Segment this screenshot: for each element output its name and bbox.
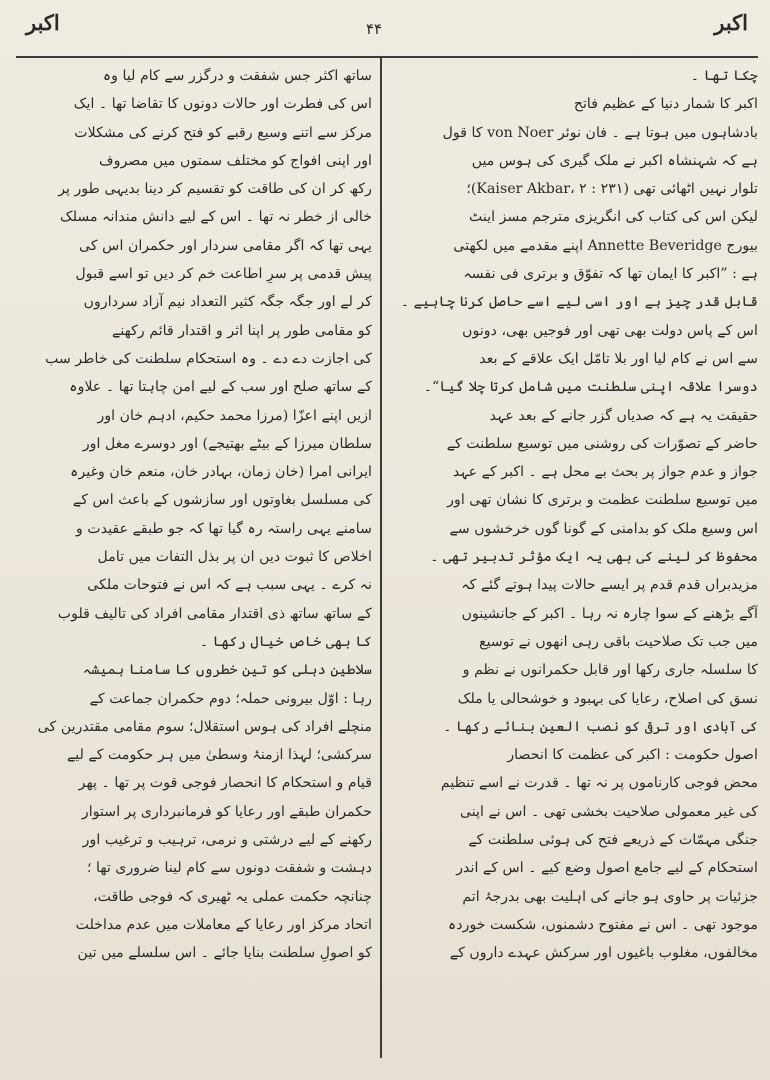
text-line: محض فوجی کارناموں پر نہ تھا ۔ قدرت نے اسے تنظیم xyxy=(440,775,758,792)
text-line: سرکشی؛ لہذا ازمنۂ وسطیٰ میں ہر حکومت کے لیے xyxy=(66,747,372,764)
text-line: لیکن اس کی کتاب کی انگریزی مترجم مسز اینٹ xyxy=(469,209,758,226)
text-line: ساتھ اکثر جس شفقت و درگزر سے کام لیا وہ xyxy=(102,68,372,84)
left-column xyxy=(12,62,372,1067)
right-column xyxy=(390,62,758,1067)
text-line: چکا تھا ۔ xyxy=(690,68,758,84)
text-line: مخالفوں، مغلوب باغیوں اور سرکش عہدے داروں کے xyxy=(449,945,758,962)
text-line: اس کے پاس دولت بھی تھی اور فوجیں بھی، دونوں xyxy=(462,322,758,339)
text-line: سے اس نے کام لیا اور بلا تامّل ایک علاقے کے بعد xyxy=(479,350,758,367)
text-line: قیام و استحکام کا انحصار فوجی قوت پر تھا ۔ پھر xyxy=(78,775,372,792)
text-line: استحکام کے لیے جامع اصول وضع کیے ۔ اس کے اندر xyxy=(456,860,758,877)
text-line: ایرانی امرا (خان زمان، بہادر خان، منعم خان وغیرہ xyxy=(70,464,372,481)
text-line: آگے بڑھنے کے سوا چارہ نہ رہا ۔ اکبر کے جانشینوں xyxy=(461,605,758,622)
text-line: رکھ کر ان کی طاقت کو تقسیم کر دینا بدیہی طور پر xyxy=(58,181,372,198)
text-line: جنگی مہمّات کے ذریعے فتح کی ہوئی سلطنت کے xyxy=(468,832,758,849)
text-line: مرکز سے اتنے وسیع رقبے کو فتح کرنے کی مشکلات xyxy=(74,124,372,141)
text-line: کے ساتھ صلح اور سب کے لیے امن چاہتا تھا ۔ علاوہ xyxy=(69,379,372,396)
text-line: رہا : اوّل بیرونی حملہ؛ دوم حکمران جماعت کے xyxy=(89,690,372,707)
text-line: ہے : ”اکبر کا ایمان تھا کہ تفوّق و برتری فی نفسہ xyxy=(463,266,758,283)
text-line: کو اصولِ سلطنت بنایا جائے ۔ اس سلسلے میں تین xyxy=(77,945,372,962)
running-head-left: اکبر xyxy=(26,10,60,35)
text-line: محفوظ کر لینے کی بھی یہ ایک مؤثر تدبیر تھی ۔ xyxy=(430,549,758,566)
text-line: نسق کی اصلاح، رعایا کی بہبود و خوشحالی یا ملک xyxy=(457,690,758,707)
text-line: مزیدبراں قدم قدم پر ایسے حالات پیدا ہوتے گئے کہ xyxy=(461,577,758,594)
text-line: سلطان میرزا کے بیٹے بھتیجے) اور دوسرے مغل اور xyxy=(82,435,372,452)
text-line: اس کی فطرت اور حالات دونوں کا تقاضا تھا ۔ ایک xyxy=(73,96,372,113)
page-number: ۴۴ xyxy=(366,20,383,38)
text-line: ازیں اپنے اعزّا (مرزا محمد حکیم، ادہم خان اور xyxy=(97,407,372,424)
text-line: اور اپنی افواج کو مختلف سمتوں میں مصروف xyxy=(99,152,372,169)
text-line: بیورج Annette Beveridge اپنے مقدمے میں لکھتی xyxy=(453,237,758,254)
text-line: کر لے اور جگہ جگہ کثیر التعداد نیم آزاد سرداروں xyxy=(83,294,372,311)
text-line: دوسرا علاقہ اپنی سلطنت میں شامل کرتا چلا گیا“۔ xyxy=(423,379,758,396)
text-line: حاضر کے تصوّرات کی روشنی میں توسیع سلطنت کے xyxy=(446,435,758,452)
text-line: جزئیات پر حاوی ہو جانے کی اہلیت بھی بدرجۂ اتم xyxy=(462,888,758,905)
text-line: کو مقامی طور پر اپنا اثر و اقتدار قائم رکھنے xyxy=(112,322,372,339)
text-line: اصول حکومت : اکبر کی عظمت کا انحصار xyxy=(507,747,758,764)
text-line: تلوار نہیں اٹھائی تھی (Kaiser Akbar، ۲ : ۲۳۱)؛ xyxy=(466,181,758,198)
header-rule xyxy=(16,56,758,58)
text-line: خالی از خطر نہ تھا ۔ اس کے لیے دانش مندانہ مسلک xyxy=(60,209,372,226)
text-line: چنانچہ حکمت عملی یہ ٹھیری کہ فوجی طاقت، xyxy=(93,888,372,905)
text-line: منچلے افراد کی ہوس استقلال؛ سوم مقامی مقتدرین کی xyxy=(37,718,372,735)
text-line: کا سلسلہ جاری رکھا اور قابل حکمرانوں نے نظم و xyxy=(462,662,758,679)
text-line: میں توسیع سلطنت عظمت و برتری کا نشان تھی اور xyxy=(447,492,758,509)
text-line: اخلاص کا ثبوت دیں ان پر بذل التفات میں تامل xyxy=(97,549,372,566)
text-line: سامنے یہی راستہ رہ گیا تھا کہ جو طبقے عقیدت و xyxy=(75,520,372,537)
text-line: کے ساتھ ساتھ ذی اقتدار مقامی افراد کی تالیف قلوب xyxy=(57,605,372,622)
text-line: دہشت و شفقت دونوں سے کام لینا ضروری تھا ؛ xyxy=(87,860,372,877)
text-line: حقیقت یہ ہے کہ صدیاں گزر جانے کے بعد عہد xyxy=(489,407,758,424)
text-line: حکمران طبقے اور رعایا کو فرمانبرداری پر استوار xyxy=(81,803,372,820)
text-line: کی غیر معمولی صلاحیت بخشی تھی ۔ اس نے اپنی xyxy=(459,803,758,820)
column-divider xyxy=(380,58,382,1058)
text-line: کا بھی خاص خیال رکھا ۔ xyxy=(199,633,372,650)
text-line: پیش قدمی پر سرِ اطاعت خم کر دیں تو اسے قبول xyxy=(75,266,372,283)
text-line: یہی تھا کہ اگر مقامی سردار اور حکمران اس کی xyxy=(79,237,372,254)
text-line: بادشاہوں میں ہوتا ہے ۔ فان نوئر von Noer کا قول xyxy=(442,124,758,141)
text-line: قابل قدر چیز ہے اور اسی لیے اسے حاصل کرنا چاہیے ۔ xyxy=(400,294,758,311)
text-line: میں جب تک صلاحیت باقی رہی انھوں نے توسیع xyxy=(479,633,758,650)
text-line: موجود تھی ۔ اس نے مفتوح دشمنوں، شکست خوردہ xyxy=(447,916,758,933)
text-line: ہے کہ شہنشاہ اکبر نے ملک گیری کی ہوس میں xyxy=(471,152,758,169)
text-line: جواز و عدم جواز پر بحث بے محل ہے ۔ اکبر کے عہد xyxy=(452,464,758,481)
text-line: کی اجازت دے دے ۔ وہ استحکام سلطنت کی خاطر سب xyxy=(45,350,372,367)
text-line: اتحاد مرکز اور رعایا کے معاملات میں عدم مداخلت xyxy=(75,916,372,933)
text-line: کی آبادی اور ترقی کو نصب العین بنائے رکھا ۔ xyxy=(443,718,758,735)
text-line: رکھنے کے لیے درشتی و نرمی، ترہیب و ترغیب اور xyxy=(82,832,372,849)
text-line: اس وسیع ملک کو بدامنی کے گونا گوں خرخشوں سے xyxy=(449,520,758,537)
text-line: کی مسلسل بغاوتوں اور سازشوں کے باعث اس کے xyxy=(72,492,372,509)
text-line: اکبر کا شمار دنیا کے عظیم فاتح xyxy=(573,96,758,113)
text-line: نہ کرے ۔ یہی سبب ہے کہ اس نے فتوحات ملکی xyxy=(87,577,372,594)
running-head-right: اکبر xyxy=(714,10,748,35)
text-line: سلاطین دہلی کو تین خطروں کا سامنا ہمیشہ xyxy=(82,662,372,679)
